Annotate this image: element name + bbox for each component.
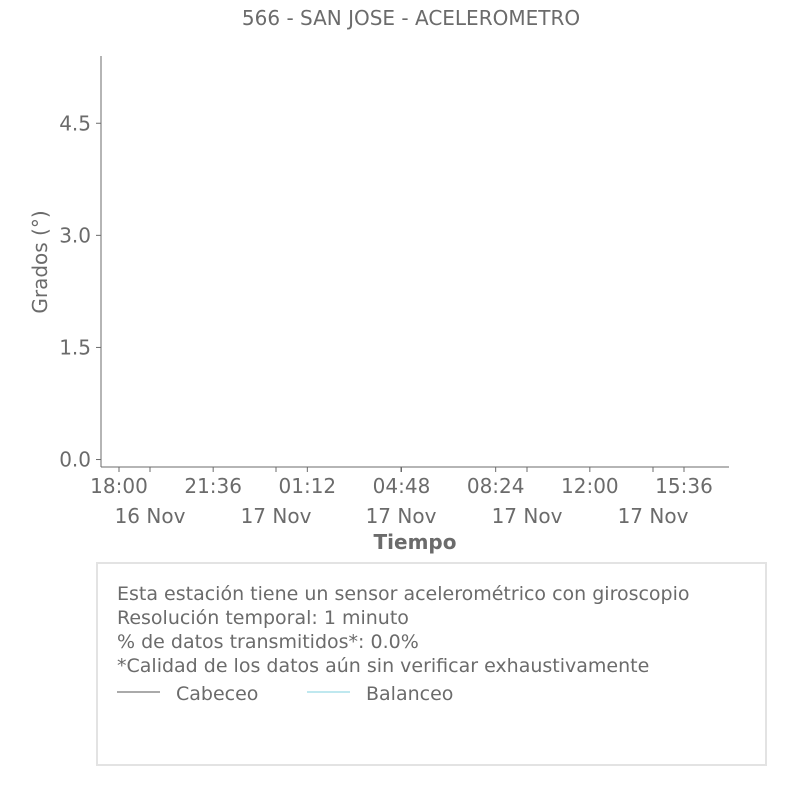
info-line-sensor: Esta estación tiene un sensor acelerométrico con giroscopio xyxy=(117,583,690,605)
y-tick-label: 3.0 xyxy=(59,223,91,248)
x-tick-label: 01:12 xyxy=(278,474,337,498)
x-tick-label: 12:00 xyxy=(561,474,619,498)
info-line-transmitted: % de datos transmitidos*: 0.0% xyxy=(117,631,419,653)
info-line-resolution: Resolución temporal: 1 minuto xyxy=(117,607,409,629)
x-axis-label: Tiempo xyxy=(373,530,457,554)
x-date-label: 17 Nov xyxy=(365,504,437,528)
y-ticks xyxy=(59,111,101,471)
x-date-label: 16 Nov xyxy=(114,504,186,528)
x-date-label: 17 Nov xyxy=(617,504,689,528)
chart-title: 566 - SAN JOSE - ACELEROMETRO xyxy=(241,6,581,30)
y-tick-label: 0.0 xyxy=(59,447,91,472)
x-tick-label: 15:36 xyxy=(655,474,713,498)
x-tick-label: 21:36 xyxy=(184,474,242,498)
info-line-quality: *Calidad de los datos aún sin verificar exhaustivamente xyxy=(117,655,650,677)
x-ticks xyxy=(90,467,713,528)
x-tick-label: 08:24 xyxy=(466,474,525,498)
legend-label-balanceo: Balanceo xyxy=(366,683,454,705)
y-tick-label: 4.5 xyxy=(59,111,91,136)
x-date-label: 17 Nov xyxy=(240,504,312,528)
y-axis-label: Grados (°) xyxy=(28,210,52,314)
y-tick-label: 1.5 xyxy=(59,335,91,360)
x-tick-label: 18:00 xyxy=(90,474,148,498)
x-tick-label: 04:48 xyxy=(372,474,431,498)
legend-label-cabeceo: Cabeceo xyxy=(176,683,259,705)
x-date-label: 17 Nov xyxy=(491,504,563,528)
